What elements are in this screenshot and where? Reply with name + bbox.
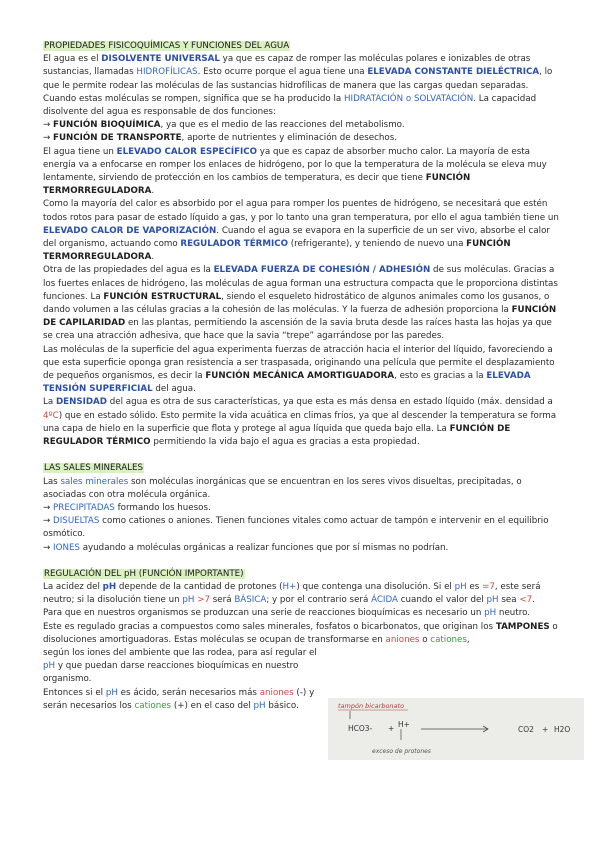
text-run: ELEVADA FUERZA DE COHESIÓN / ADHESIÓN xyxy=(213,265,431,276)
text-run: Como la mayoría del calor es absorbido por el agua para romper los puentes de hidrógeno, se necesitará que estén todos rotos para pasar de estado líquido a gas, y por lo tanto una gran temperatura, por ello el agua también tiene un xyxy=(43,199,559,223)
text-run: , siendo el esqueleto hidrostático de algunos animales como los gusanos, o dando volumen a las células gracias a la cohesión de las moléculas. Y la fuerza de adhesión proporciona la xyxy=(43,291,550,316)
text-run: FUNCIÓN DE CAPILARIDAD xyxy=(43,305,557,329)
text-run: La acidez del xyxy=(43,581,103,592)
text-run: pH xyxy=(43,661,56,672)
text-run: FUNCIÓN ESTRUCTURAL xyxy=(103,291,222,302)
paragraph xyxy=(43,621,559,647)
photo-label-bottom: exceso de protones xyxy=(372,748,431,755)
text-run: en las plantas, permitiendo la ascensión de la savia bruta desde las raíces hasta las hojas ya que se crea una atracción adhesiva, que hace que la savia “trepe” agarrándose por las paredes. xyxy=(43,318,552,342)
photo-h-term: H+ xyxy=(398,720,410,729)
text-run: . Esto ocurre porque el agua tiene una xyxy=(197,67,368,78)
paragraph xyxy=(43,146,559,199)
paragraph xyxy=(43,53,559,119)
list-item xyxy=(43,502,559,515)
text-run: es xyxy=(466,581,483,592)
text-run: aniones xyxy=(385,634,420,645)
text-run: Este es regulado gracias a compuestos como sales minerales, fosfatos o bicarbonatos, que originan los xyxy=(43,621,496,632)
text-run: FUNCIÓN DE REGULADOR TÉRMICO xyxy=(43,423,511,448)
text-run: sales minerales xyxy=(60,476,129,487)
list-item xyxy=(43,119,559,132)
text-run: ya que es capaz de absorber mucho calor. La mayoría de esta energía va a enfocarse en romper los enlaces de hidrógeno, por lo que la temperatura de la molécula se eleva muy lentamente, sirviendo de protección en los cambios de temperatura, es decir que tiene xyxy=(43,146,547,184)
paragraph xyxy=(43,198,559,264)
text-run: son moléculas inorgánicas que se encuentran en los seres vivos disueltas, precipitadas, o asociadas con otra molécula orgánica. xyxy=(43,476,522,500)
section-title-salts: LAS SALES MINERALES xyxy=(44,463,143,474)
text-run: ELEVADO CALOR DE VAPORIZACIÓN xyxy=(43,225,217,236)
paragraph xyxy=(43,396,559,449)
list-item xyxy=(43,542,559,555)
text-run: → xyxy=(43,516,54,527)
text-run: El agua tiene un xyxy=(43,146,117,157)
text-run: será xyxy=(210,595,235,606)
text-run: Entonces si el xyxy=(43,687,106,698)
text-run: es ácido, serán necesarios más xyxy=(117,687,260,698)
text-run: ; y por el contrario será xyxy=(266,595,372,606)
text-run: . xyxy=(151,186,155,197)
text-run: Otra de las propiedades del agua es la xyxy=(43,265,214,276)
text-run: IONES xyxy=(53,542,80,553)
text-run: , este será neutro; si la disolución tiene un xyxy=(43,581,541,606)
text-run: y que puedan darse reacciones bioquímicas en nuestro organismo. xyxy=(43,661,299,685)
text-run: ÁCIDA xyxy=(371,595,398,606)
text-run: como cationes o aniones. Tienen funciones vitales como actuar de tampón e intervenir en el equilibrio osmótico. xyxy=(43,516,549,540)
text-run: FUNCIÓN MECÁNICA AMORTIGUADORA xyxy=(205,371,395,382)
text-run: Para que en nuestros organismos se produzcan una serie de reacciones bioquímicas es necesario un xyxy=(43,608,485,619)
text-run: cationes xyxy=(430,634,467,645)
equation-sketch xyxy=(328,698,584,760)
text-run: ya que es capaz de romper las moléculas polares e ionizables de otras sustancias, llamadas xyxy=(43,54,531,78)
text-run: → xyxy=(43,542,54,553)
text-run: PRECIPITADAS xyxy=(53,502,115,513)
text-run: formando los huesos. xyxy=(114,502,211,513)
text-run: pH xyxy=(102,581,117,592)
text-run: (-) y serán necesarios los xyxy=(43,687,315,711)
photo-plus: + xyxy=(388,724,395,733)
photo-right-plus: + xyxy=(542,725,549,734)
text-run: , lo que le permite rodear las moléculas de las sustancias hidrofílicas de manera que las cargas quedan separadas. Cuando estas moléculas se rompen, significa que se ha producido la xyxy=(43,67,553,104)
text-run: FUNCIÓN TERMORREGULADORA xyxy=(43,173,471,197)
text-run: o disoluciones amortiguadoras. Estas moléculas se ocupan de transformarse en xyxy=(43,621,558,645)
text-run: Las xyxy=(43,476,61,487)
paragraph xyxy=(43,344,559,397)
text-run: → xyxy=(43,502,54,513)
text-run: ELEVADO CALOR ESPECÍFICO xyxy=(116,146,257,157)
text-run: pH xyxy=(486,595,499,606)
list-item xyxy=(43,132,559,145)
section-water xyxy=(43,40,559,449)
text-run: pH xyxy=(484,608,497,619)
section-title-ph: REGULACIÓN DEL pH (FUNCIÓN IMPORTANTE) xyxy=(44,568,244,579)
text-run: del agua. xyxy=(152,384,196,395)
text-run: FUNCIÓN BIOQUÍMICA xyxy=(53,120,161,131)
text-run: HIDRATACIÓN o SOLVATACIÓN xyxy=(343,93,474,104)
text-run: La xyxy=(43,397,56,408)
text-run: . Cuando el agua se evapora en la superficie de un ser vivo, absorbe el calor del organismo, actuando como xyxy=(43,225,550,250)
text-run: >7 xyxy=(197,595,211,606)
text-run: HIDROFÍLICAS xyxy=(136,67,198,78)
text-run: DENSIDAD xyxy=(55,397,107,408)
text-run: ayudando a moléculas orgánicas a realizar funciones que por sí mismas no podrían. xyxy=(79,542,449,553)
text-run: del agua es otra de sus características, ya que esta es más densa en estado líquido (máx. densidad a xyxy=(107,397,553,408)
text-run: ) que en estado sólido. Esto permite la vida acuática en climas fríos, ya que al descender la temperatura se forma una capa de hielo en la superficie que flota y protege al agua líquida que queda bajo ella. La xyxy=(43,410,557,434)
paragraph xyxy=(43,687,325,713)
text-run: FUNCIÓN TERMORREGULADORA xyxy=(43,239,511,263)
text-run: pH xyxy=(182,595,195,606)
text-run: cuando el valor del xyxy=(397,595,487,606)
text-run: BÁSICA xyxy=(234,595,267,606)
photo-label-top: tampón bicarbonato xyxy=(338,702,405,710)
text-run: . xyxy=(532,595,535,606)
text-run: Las moléculas de la superficie del agua experimenta fuerzas de atracción hacia el interior del líquido, favoreciendo a que esta superficie oponga gran resistencia a ser traspasada, originando una película que permite el desplazamiento de pequeños organismos, es decir la xyxy=(43,344,555,382)
text-run: FUNCIÓN DE TRANSPORTE xyxy=(53,133,182,144)
text-run: depende de la cantidad de protones ( xyxy=(116,581,283,592)
photo-right-co2: CO2 xyxy=(518,725,534,734)
text-run: pH xyxy=(454,581,467,592)
text-run: neutro. xyxy=(496,608,531,619)
text-run: según los iones del ambiente que las rodea, para así regular el xyxy=(43,647,317,658)
text-run: DISUELTAS xyxy=(53,516,100,527)
paragraph xyxy=(43,581,559,607)
text-run: → xyxy=(43,120,54,131)
text-run: . xyxy=(151,252,155,263)
text-run: sea xyxy=(498,595,520,606)
text-run: , xyxy=(466,634,470,645)
text-run: . La capacidad disolvente del agua es responsable de dos funciones: xyxy=(43,93,537,118)
text-run: El agua es el xyxy=(43,54,102,65)
document-page xyxy=(43,40,559,713)
paragraph xyxy=(43,264,559,343)
text-run: permitiendo la vida bajo el agua es gracias a esta propiedad. xyxy=(150,437,420,448)
photo-right-h2o: H2O xyxy=(554,725,571,734)
section-title-water: PROPIEDADES FISICOQUÍMICAS Y FUNCIONES DEL AGUA xyxy=(44,41,290,51)
photo-left-term: HCO3- xyxy=(348,724,373,733)
paragraph xyxy=(43,476,559,502)
text-run: de sus moléculas. Gracias a los fuertes enlaces de hidrógeno, las moléculas de agua forman una estructura compacta que le proporciona distintas funciones. La xyxy=(43,265,558,302)
list-item xyxy=(43,515,559,541)
text-run: DISOLVENTE UNIVERSAL xyxy=(101,54,220,65)
text-run: pH xyxy=(253,700,266,711)
text-run: ELEVADA CONSTANTE DIELÉCTRICA xyxy=(367,67,540,78)
text-run: , esto es gracias a la xyxy=(394,371,487,382)
text-run: → xyxy=(43,133,54,144)
text-run: ) que contenga una disolución. Si el xyxy=(296,581,455,592)
text-run: pH xyxy=(105,687,118,698)
text-run: TAMPONES xyxy=(495,621,550,632)
text-run: REGULADOR TÉRMICO xyxy=(180,239,288,250)
text-run: H+ xyxy=(282,581,297,592)
text-run: =7 xyxy=(482,581,495,592)
text-run: (+) en el caso del xyxy=(171,700,254,711)
text-run: (refrigerante), y teniendo de nuevo una xyxy=(288,239,467,250)
paragraph xyxy=(43,647,325,687)
text-run: ELEVADA TENSIÓN SUPERFICIAL xyxy=(43,371,531,395)
text-run: aniones xyxy=(259,687,294,698)
text-run: , aporte de nutrientes y eliminación de desechos. xyxy=(181,133,398,144)
text-run: cationes xyxy=(134,700,172,711)
text-run: , ya que es el medio de las reacciones del metabolismo. xyxy=(160,120,405,131)
section-salts xyxy=(43,462,559,554)
text-run: <7 xyxy=(519,595,533,606)
text-run: 4ºC xyxy=(43,410,59,421)
text-run: o xyxy=(419,634,431,645)
section-ph xyxy=(43,568,559,713)
paragraph xyxy=(43,607,559,620)
handwritten-equation-photo xyxy=(328,698,584,760)
text-run: básico. xyxy=(265,700,299,711)
